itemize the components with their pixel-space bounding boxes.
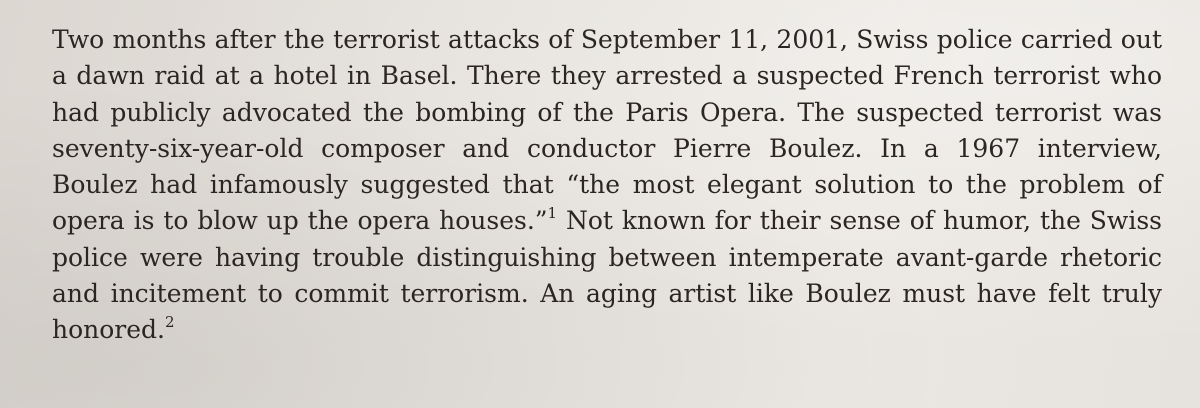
quote-text: opera is to blow up the opera houses.” xyxy=(52,206,548,236)
text-line: had publicly advocated the bombing of the Paris Opera. The suspected terrorist was xyxy=(52,97,1162,127)
text-line: Two months after the terrorist attacks of September 11, 2001, Swiss police carried out xyxy=(52,25,1162,54)
text-line: a dawn raid at a hotel in Basel. There they arrested a suspected French terrorist who xyxy=(52,61,1162,91)
text-fragment: Not known for their sense of humor, the Swiss xyxy=(566,206,1162,236)
text-line xyxy=(52,203,1162,239)
text-line: seventy-six-year-old composer and conductor Pierre Boulez. In a 1967 interview, xyxy=(52,133,1162,163)
text-line xyxy=(52,312,1162,348)
text-line: and incitement to commit terrorism. An aging artist like Boulez must have felt truly xyxy=(52,279,1162,309)
footnote-marker-1: 1 xyxy=(547,204,558,223)
text-line: police were having trouble distinguishing between intemperate avant-garde rhetoric xyxy=(52,242,1162,272)
footnote-marker-2: 2 xyxy=(165,313,175,332)
text-line: Boulez had infamously suggested that “the most elegant solution to the problem of xyxy=(52,170,1162,200)
text-fragment: honored. xyxy=(52,315,166,345)
text-passage xyxy=(52,22,1162,349)
